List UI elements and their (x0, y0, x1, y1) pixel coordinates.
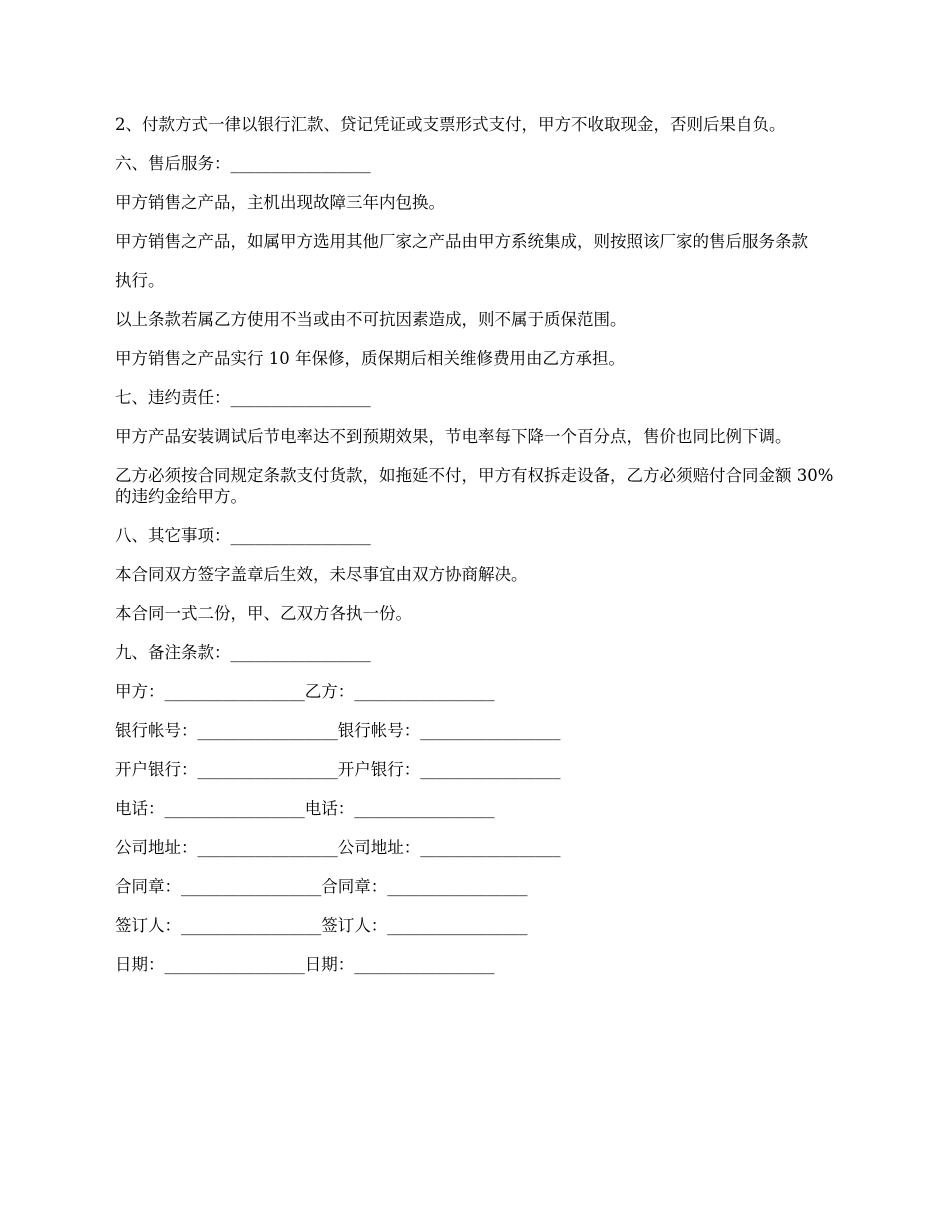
payment-method-paragraph: 2、付款方式一律以银行汇款、贷记凭证或支票形式支付，甲方不收取现金，否则后果自负。 (115, 115, 786, 134)
remarks-heading: 九、备注条款：_________________ (115, 643, 371, 662)
breach-clause-1: 甲方产品安装调试后节电率达不到预期效果，节电率每下降一个百分点，售价也同比例下调。 (115, 427, 792, 446)
address-line: 公司地址：_________________公司地址：_________________ (115, 838, 561, 857)
signer-line: 签订人：_________________签订人：_________________ (115, 916, 528, 935)
other-matters-clause-2: 本合同一式二份，甲、乙双方各执一份。 (115, 604, 412, 623)
after-sales-clause-2: 甲方销售之产品，如属甲方选用其他厂家之产品由甲方系统集成，则按照该厂家的售后服务条款 (115, 232, 808, 251)
phone-line: 电话：_________________电话：_________________ (115, 799, 495, 818)
bank-name-line: 开户银行：_________________开户银行：_________________ (115, 760, 561, 779)
after-sales-clause-1: 甲方销售之产品，主机出现故障三年内包换。 (115, 193, 445, 212)
seal-line: 合同章：_________________合同章：_________________ (115, 877, 528, 896)
breach-clause-2: 乙方必须按合同规定条款支付货款，如拖延不付，甲方有权拆走设备，乙方必须赔付合同金额 30%的违约金给甲方。 (115, 466, 834, 506)
breach-heading: 七、违约责任：_________________ (115, 388, 371, 407)
party-line: 甲方：_________________乙方：_________________ (115, 682, 495, 701)
document-page (115, 114, 840, 975)
after-sales-clause-2-cont: 执行。 (115, 271, 165, 290)
after-sales-clause-3: 以上条款若属乙方使用不当或由不可抗因素造成，则不属于质保范围。 (115, 310, 627, 329)
after-sales-clause-4: 甲方销售之产品实行 10 年保修，质保期后相关维修费用由乙方承担。 (115, 349, 625, 368)
after-sales-heading: 六、售后服务：_________________ (115, 154, 371, 173)
date-line: 日期：_________________日期：_________________ (115, 955, 495, 974)
bank-account-line: 银行帐号：_________________银行帐号：_________________ (115, 721, 561, 740)
other-matters-heading: 八、其它事项：_________________ (115, 526, 371, 545)
other-matters-clause-1: 本合同双方签字盖章后生效，未尽事宜由双方协商解决。 (115, 565, 528, 584)
